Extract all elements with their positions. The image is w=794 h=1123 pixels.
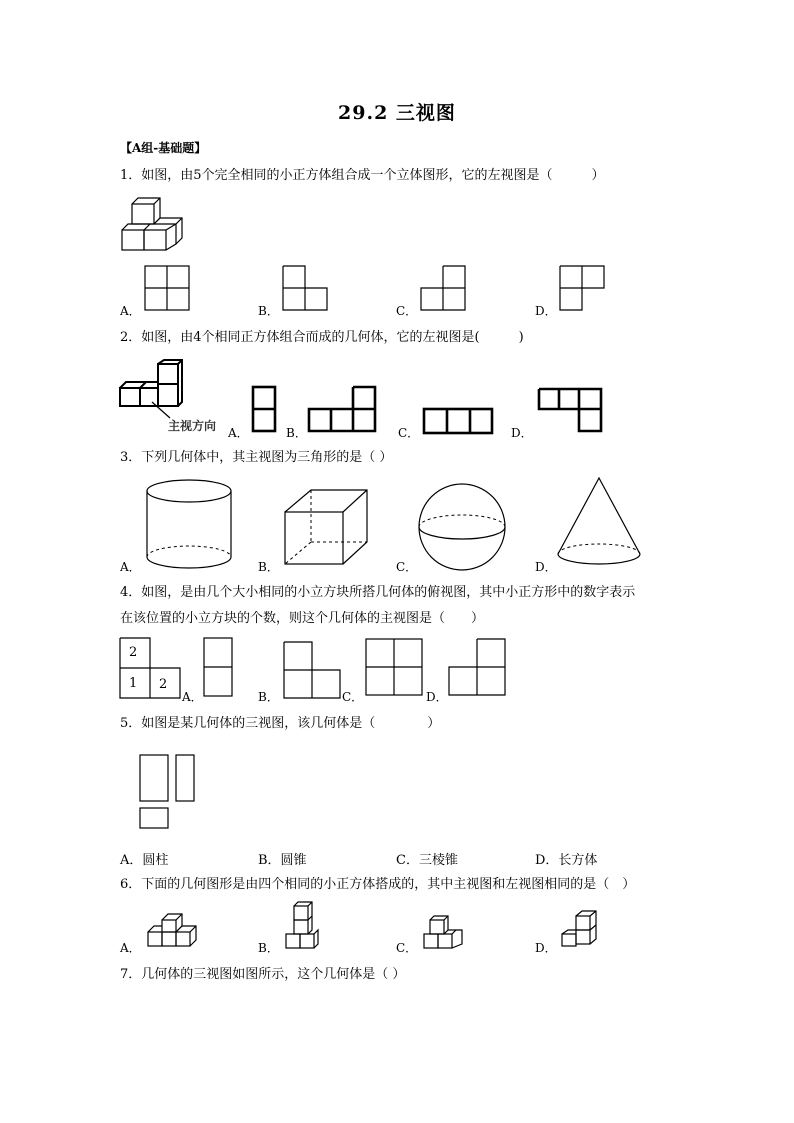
question-5-three-views — [138, 754, 200, 830]
question-1-option-d-label[interactable]: D． — [535, 304, 557, 318]
question-6-option-b-figure[interactable] — [284, 900, 324, 950]
question-2-option-b-label[interactable]: B． — [286, 426, 307, 440]
question-5-text: 5．如图是某几何体的三视图，该几何体是（ ） — [120, 716, 441, 731]
question-6-option-b-label[interactable]: B． — [258, 941, 279, 955]
grid-cell-number: 1 — [129, 676, 138, 691]
question-4-text-line-1: 4．如图，是由几个大小相同的小立方块所搭几何体的俯视图，其中小正方形中的数字表示 — [120, 585, 636, 600]
question-2-text: 2．如图，由4个相同正方体组合而成的几何体，它的左视图是( ) — [120, 330, 524, 345]
question-6-option-c-label[interactable]: C． — [396, 941, 418, 955]
question-2-option-d-label[interactable]: D． — [511, 426, 533, 440]
question-4-option-b-figure[interactable] — [284, 642, 346, 702]
question-4-text-line-2: 在该位置的小立方块的个数，则这个几何体的主视图是（ ） — [120, 611, 485, 626]
question-6-option-d-label[interactable]: D． — [535, 941, 557, 955]
question-3-option-a-label[interactable]: A． — [120, 560, 141, 574]
question-3-cylinder-figure[interactable] — [146, 478, 236, 572]
question-5-option-d[interactable]: D．长方体 — [535, 853, 598, 868]
question-4-option-d-figure[interactable] — [449, 639, 511, 699]
question-2-option-b-figure[interactable] — [309, 386, 379, 434]
question-1-option-d-figure[interactable] — [560, 266, 608, 314]
question-1-option-b-figure[interactable] — [283, 266, 331, 314]
question-4-option-c-label[interactable]: C． — [342, 690, 364, 704]
grid-cell-number: 2 — [159, 677, 168, 692]
question-4-option-c-figure[interactable] — [366, 639, 428, 699]
question-6-option-d-figure[interactable] — [560, 910, 604, 950]
question-1-text: 1．如图，由5个完全相同的小正方体组合成一个立体图形，它的左视图是（ ） — [120, 168, 605, 183]
question-3-option-c-label[interactable]: C． — [396, 560, 418, 574]
page-title: 29.2 三视图 — [338, 102, 456, 124]
question-1-cube-figure — [118, 196, 188, 258]
question-3-cone-figure[interactable] — [556, 476, 646, 570]
question-4-option-d-label[interactable]: D． — [426, 690, 448, 704]
question-5-option-c[interactable]: C．三棱锥 — [396, 853, 458, 868]
grid-cell-number: 2 — [129, 645, 138, 660]
question-2-option-a-label[interactable]: A． — [228, 426, 249, 440]
question-1-option-a-figure[interactable] — [145, 266, 193, 314]
question-2-direction-caption: 主视方向 — [168, 419, 217, 433]
question-5-option-a[interactable]: A．圆柱 — [120, 853, 169, 868]
question-2-option-a-figure[interactable] — [252, 386, 278, 434]
question-3-cube-figure[interactable] — [283, 488, 373, 568]
question-3-option-b-label[interactable]: B． — [258, 560, 279, 574]
question-6-option-a-label[interactable]: A． — [120, 941, 141, 955]
question-1-option-c-label[interactable]: C． — [396, 304, 418, 318]
question-6-option-c-figure[interactable] — [422, 912, 466, 952]
question-4-option-a-figure[interactable] — [204, 638, 236, 700]
question-1-option-b-label[interactable]: B． — [258, 304, 279, 318]
question-6-option-a-figure[interactable] — [146, 912, 202, 950]
question-3-text: 3．下列几何体中，其主视图为三角形的是（ ） — [120, 450, 393, 465]
question-3-option-d-label[interactable]: D． — [535, 560, 557, 574]
question-2-option-c-figure[interactable] — [423, 408, 495, 436]
question-2-option-d-figure[interactable] — [538, 388, 604, 436]
question-5-option-b[interactable]: B．圆锥 — [258, 853, 307, 868]
question-6-text: 6．下面的几何图形是由四个相同的小正方体搭成的，其中主视图和左视图相同的是（ ） — [120, 877, 636, 892]
question-2-option-c-label[interactable]: C． — [398, 426, 420, 440]
question-4-option-b-label[interactable]: B． — [258, 690, 279, 704]
question-3-sphere-figure[interactable] — [418, 483, 508, 573]
question-1-option-c-figure[interactable] — [421, 266, 469, 314]
question-7-text: 7．几何体的三视图如图所示，这个几何体是（ ） — [120, 967, 406, 982]
question-4-option-a-label[interactable]: A． — [182, 690, 203, 704]
question-2-arrow-line — [150, 400, 172, 422]
question-1-option-a-label[interactable]: A． — [120, 304, 141, 318]
section-heading: 【A组-基础题】 — [120, 141, 207, 155]
